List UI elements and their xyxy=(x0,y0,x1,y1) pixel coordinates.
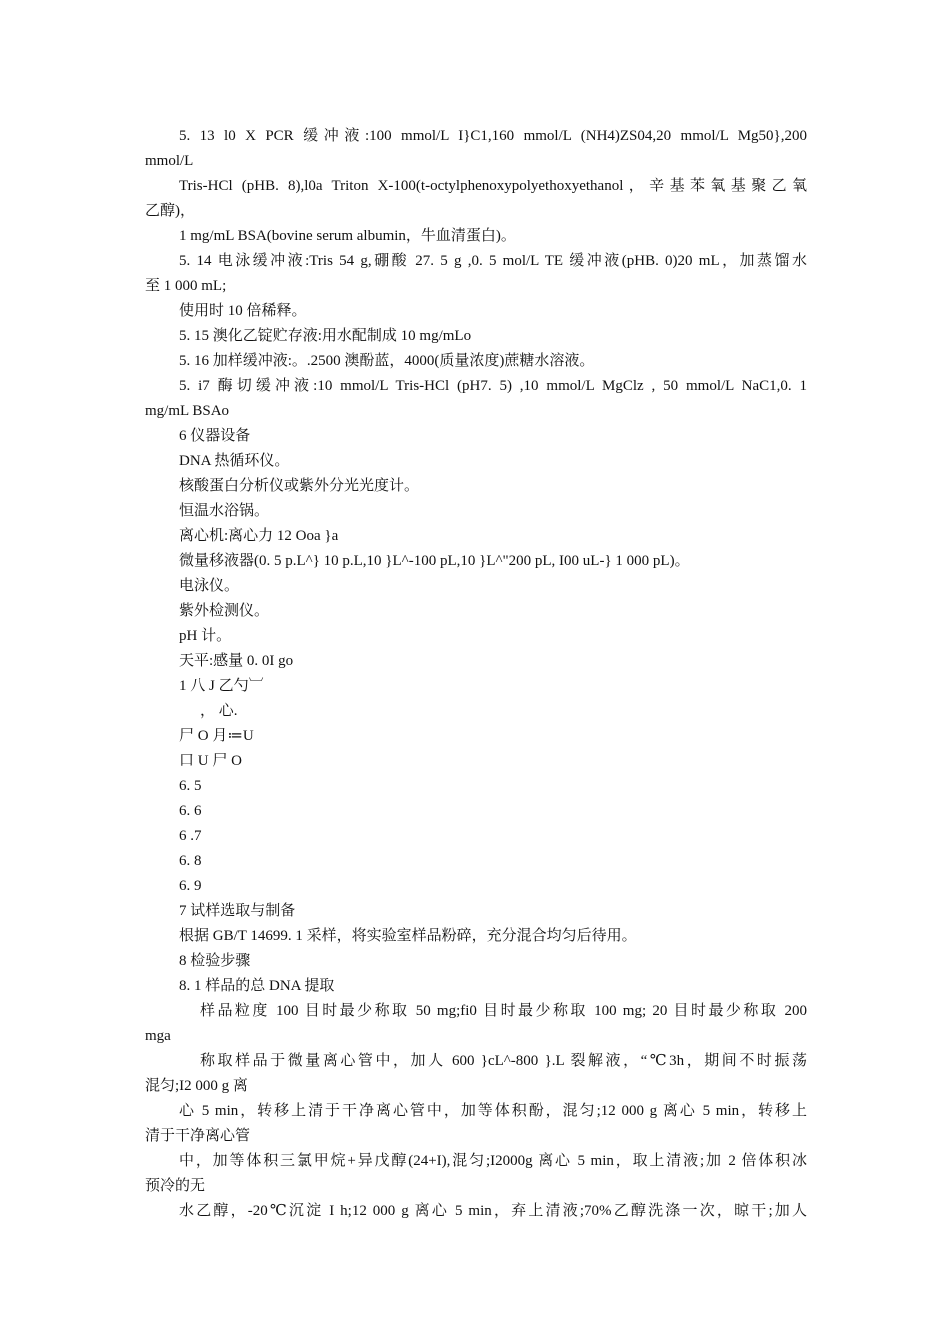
text-line: 6. 5 xyxy=(179,778,202,794)
text-line: 至 1 000 mL; xyxy=(145,278,227,294)
text-line: 水乙醇，-20℃沉淀 I h;12 000 g 离心 5 min，弃上清液;70%乙醇洗涤一次，晾干;加人 xyxy=(179,1203,807,1219)
section-heading: 7 试样选取与制备 xyxy=(179,903,296,919)
text-line: 1 mg/mL BSA(bovine serum albumin，牛血清蛋白)。 xyxy=(179,228,516,244)
text-line: 恒温水浴锅。 xyxy=(179,503,270,519)
text-line: 混匀;I2 000 g 离 xyxy=(145,1078,248,1094)
text-line: 5. 16 加样缓冲液:。.2500 澳酚蓝，4000(质量浓度)蔗糖水溶液。 xyxy=(179,353,595,369)
text-line: ， 心. xyxy=(200,703,238,719)
text-line: mg/mL BSAo xyxy=(145,403,230,419)
text-line: 6. 9 xyxy=(179,878,202,894)
text-line: 5. 13 l0 X PCR 缓冲液:100 mmol/L I}C1,160 mmol/L (NH4)ZS04,20 mmol/L Mg50},200 xyxy=(179,128,807,144)
text-line: 离心机:离心力 12 Ooa }a xyxy=(179,528,339,544)
text-line: 6. 8 xyxy=(179,853,202,869)
document-body xyxy=(145,124,807,1224)
text-line: 天平:感量 0. 0I go xyxy=(179,653,294,669)
text-line: 心 5 min，转移上清于干净离心管中，加等体积酚，混匀;12 000 g 离心 5 min，转移上 xyxy=(179,1103,807,1119)
text-line: 紫外检测仪。 xyxy=(179,603,270,619)
section-heading: 6 仪器设备 xyxy=(179,428,251,444)
text-line: 根据 GB/T 14699. 1 采样，将实验室样品粉碎，充分混合均匀后待用。 xyxy=(179,928,637,944)
text-line: 称取样品于微量离心管中，加人 600 }cL^-800 }.L 裂解液，“℃3h，期间不时振荡 xyxy=(200,1053,807,1069)
text-line: 预冷的无 xyxy=(145,1178,206,1194)
text-line: 口 U 尸 O xyxy=(179,753,242,769)
text-line: 乙醇)， xyxy=(145,203,195,219)
text-line: mga xyxy=(145,1028,171,1044)
text-line: 样品粒度 100 目时最少称取 50 mg;fi0 目时最少称取 100 mg; 20 目时最少称取 200 xyxy=(200,1003,807,1019)
text-line: pH 计。 xyxy=(179,628,232,644)
section-heading: 8 检验步骤 xyxy=(179,953,251,969)
text-line: 6. 6 xyxy=(179,803,202,819)
text-line: 清于干净离心管 xyxy=(145,1128,251,1144)
text-line: 使用时 10 倍稀释。 xyxy=(179,303,307,319)
text-line: 微量移液器(0. 5 p.L^} 10 p.L,10 }L^-100 pL,10 }L^"200 pL, I00 uL-} 1 000 pL)。 xyxy=(179,553,690,569)
text-line: 核酸蛋白分析仪或紫外分光光度计。 xyxy=(179,478,420,494)
text-line: 6 .7 xyxy=(179,828,202,844)
text-line: 电泳仪。 xyxy=(179,578,240,594)
text-line: 5. i7 酶切缓冲液:10 mmol/L Tris-HCl (pH7. 5) ,10 mmol/L MgClz , 50 mmol/L NaC1,0. 1 xyxy=(179,378,807,394)
text-line: 1 八 J 乙勺︺ xyxy=(179,678,264,694)
text-line: 中，加等体积三氯甲烷+异戊醇(24+I),混匀;I2000g 离心 5 min，取上清液;加 2 倍体积冰 xyxy=(179,1153,807,1169)
text-line: 5. 14 电泳缓冲液:Tris 54 g,硼酸 27. 5 g ,0. 5 mol/L TE 缓冲液(pHB. 0)20 mL，加蒸馏水 xyxy=(179,253,807,269)
text-line: 尸 O 月≔U xyxy=(179,728,254,744)
text-line: 5. 15 澳化乙锭贮存液:用水配制成 10 mg/mLo xyxy=(179,328,472,344)
text-line: mmol/L xyxy=(145,153,194,169)
text-line: Tris-HCl (pHB. 8),l0a Triton X-100(t-octylphenoxypolyethoxyethanol，辛基苯氧基聚乙氧 xyxy=(179,178,807,194)
subsection-heading: 8. 1 样品的总 DNA 提取 xyxy=(179,978,335,994)
text-line: DNA 热循环仪。 xyxy=(179,453,290,469)
